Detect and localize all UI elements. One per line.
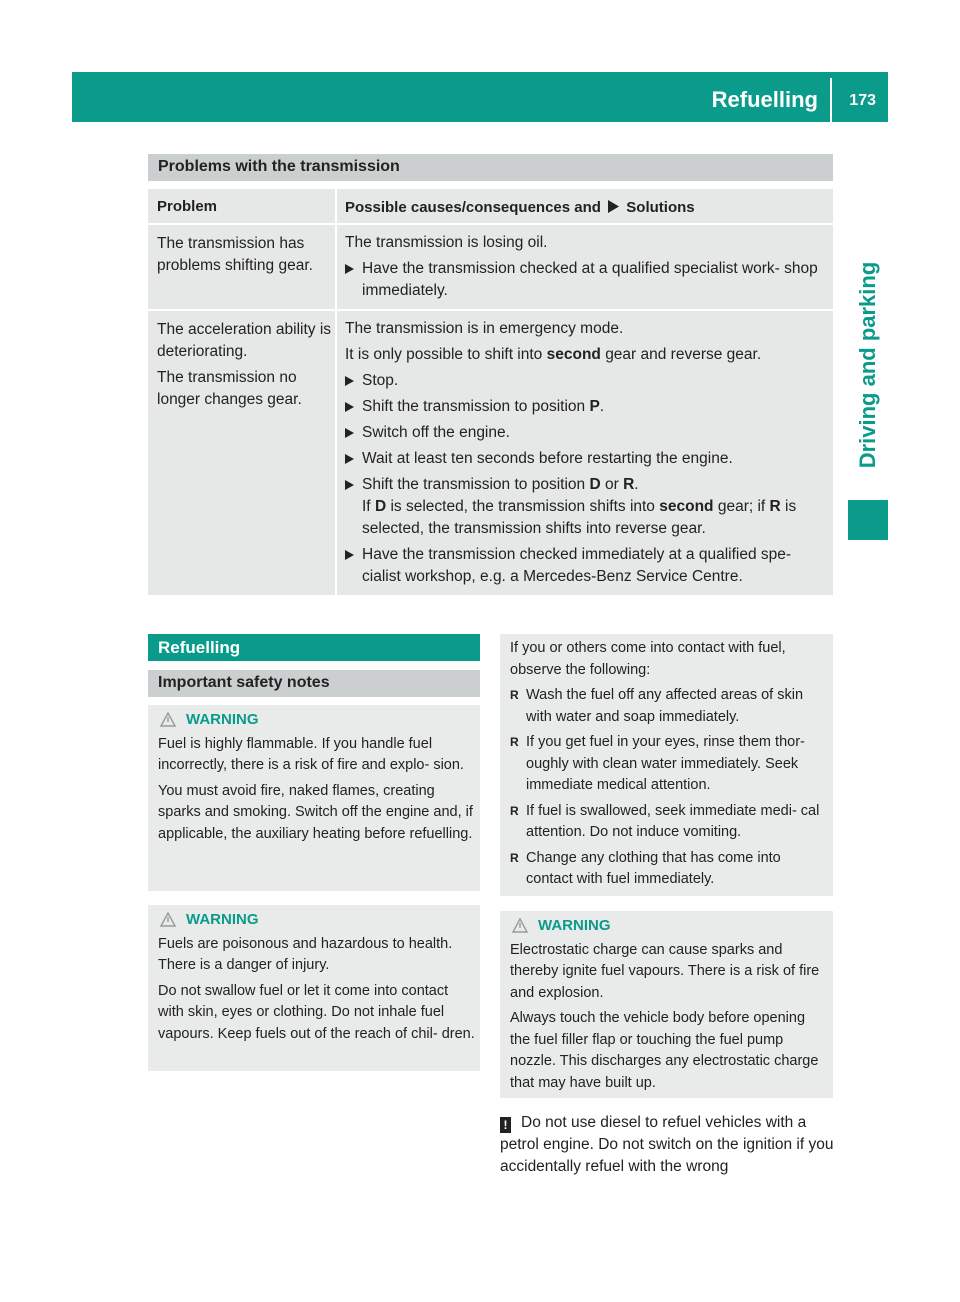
table-title-text: Problems with the transmission <box>158 158 400 175</box>
header-bar <box>72 72 888 122</box>
solution-step: Wait at least ten seconds before restarting the engine. <box>345 448 827 470</box>
problem-text: The transmission has problems shifting gear. <box>157 235 313 274</box>
table-title <box>148 154 833 181</box>
warning-box <box>500 911 833 1098</box>
exclamation-icon: ! <box>500 1117 511 1133</box>
table-row-solution <box>337 225 833 309</box>
cause-text: The transmission is in emergency mode. <box>345 320 624 337</box>
chapter-label-text: Driving and parking <box>855 261 880 469</box>
warning-title: WARNING <box>148 709 476 731</box>
warning-text: You must avoid fire, naked flames, creating sparks and smoking. Switch off the engine and, if applicable, the auxiliary heating before refuelling. <box>158 782 473 842</box>
problem-text: The acceleration ability is deteriorating. <box>157 321 332 360</box>
subsection-heading: Important safety notes <box>148 670 480 697</box>
table-row-solution <box>337 311 833 595</box>
warning-text: Always touch the vehicle body before opening the fuel filler flap or touching the fuel pump nozzle. This discharges any electrostatic charge that may have built up. <box>510 1010 819 1091</box>
solution-step: Stop. <box>345 370 827 392</box>
warning-box <box>148 705 480 891</box>
column-header-problem: Problem <box>157 198 218 215</box>
chapter-side-label <box>848 250 888 480</box>
cause-text: The transmission is losing oil. <box>345 234 548 251</box>
list-item: R If you get fuel in your eyes, rinse them thor- oughly with clean water immediately. Seek immediate medical attention. <box>510 732 828 797</box>
note <box>500 1112 834 1178</box>
warning-box <box>148 905 480 1071</box>
table-header-solution <box>337 189 833 223</box>
section-heading: Refuelling <box>148 634 480 661</box>
solution-step: Have the transmission checked immediately at a qualified spe- cialist workshop, e.g. a Mercedes-Benz Service Centre. <box>345 544 827 588</box>
note-text: Do not use diesel to refuel vehicles with a petrol engine. Do not switch on the ignition if you accidentally refuel with the wrong <box>500 1114 834 1175</box>
warning-title: WARNING <box>148 909 476 931</box>
list-item: R If fuel is swallowed, seek immediate medi- cal attention. Do not induce vomiting. <box>510 801 828 844</box>
table-header-problem <box>148 189 335 223</box>
intro-text: If you or others come into contact with fuel, observe the following: <box>510 640 786 678</box>
fuel-contact-box <box>500 634 833 896</box>
warning-title: WARNING <box>500 915 828 937</box>
chapter-marker <box>848 500 888 540</box>
warning-triangle-icon <box>512 918 528 933</box>
arrow-icon <box>608 200 619 213</box>
page-title: Refuelling <box>711 87 818 112</box>
column-header-solutions: Possible causes/consequences and Solutions <box>345 199 695 216</box>
solution-step: Shift the transmission to position P. <box>345 396 827 418</box>
solution-step: Switch off the engine. <box>345 422 827 444</box>
solution-step: Shift the transmission to position D or R. If D is selected, the transmission shifts into second gear; if R is selected, the transmission shifts into reverse gear. <box>345 474 827 540</box>
warning-text: Do not swallow fuel or let it come into contact with skin, eyes or clothing. Do not inhale fuel vapours. Keep fuels out of the reach of chil- dren. <box>158 982 475 1042</box>
list-item: R Wash the fuel off any affected areas of skin with water and soap immediately. <box>510 685 828 728</box>
solution-step: Have the transmission checked at a qualified specialist work- shop immediately. <box>345 258 827 302</box>
warning-text: Fuels are poisonous and hazardous to health. There is a danger of injury. <box>158 935 453 973</box>
problem-text: The transmission no longer changes gear. <box>157 369 302 408</box>
cause-text: It is only possible to shift into second gear and reverse gear. <box>345 346 762 363</box>
warning-text: Fuel is highly flammable. If you handle fuel incorrectly, there is a risk of fire and explo- sion. <box>158 735 464 773</box>
table-row <box>148 311 335 595</box>
list-item: R Change any clothing that has come into contact with fuel immediately. <box>510 848 828 891</box>
page-number: 173 <box>849 92 876 109</box>
table-row <box>148 225 335 309</box>
warning-triangle-icon <box>160 712 176 727</box>
header-divider <box>830 78 832 122</box>
warning-triangle-icon <box>160 912 176 927</box>
warning-text: Electrostatic charge can cause sparks and thereby ignite fuel vapours. There is a risk of fire and explosion. <box>510 941 820 1001</box>
